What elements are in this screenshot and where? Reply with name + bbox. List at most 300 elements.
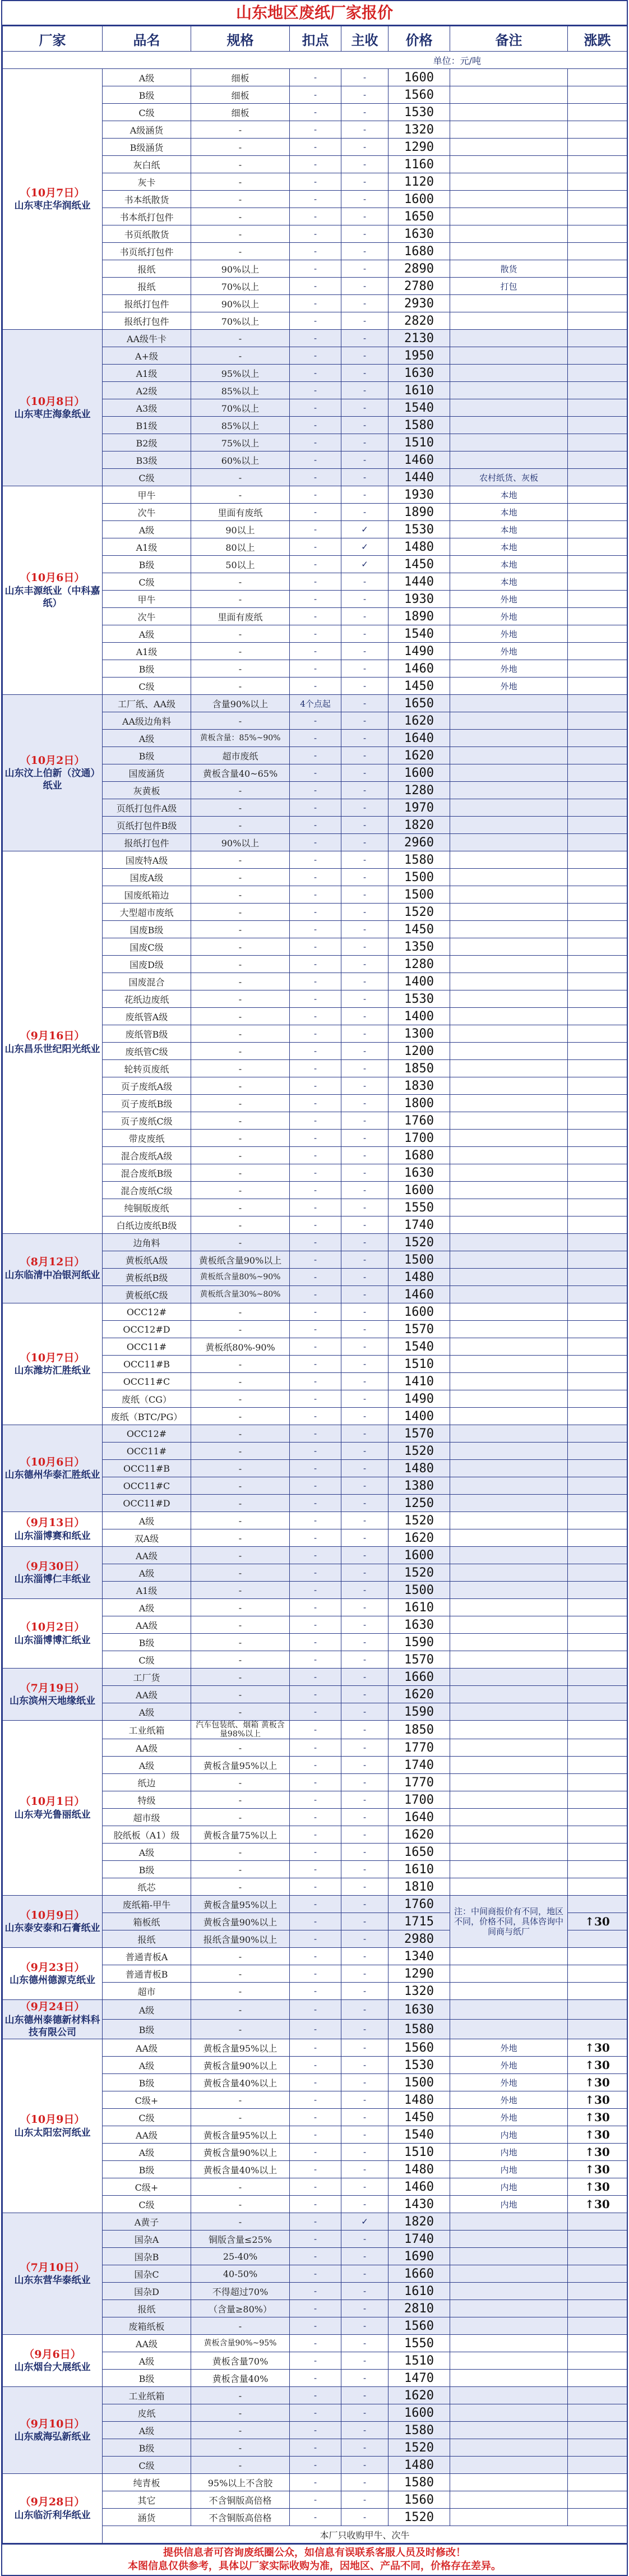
note-cell bbox=[450, 1373, 568, 1390]
spec-cell: 90以上 bbox=[191, 521, 290, 538]
note-cell: 外地 bbox=[450, 608, 568, 625]
deduct-cell: - bbox=[290, 243, 341, 260]
spec-cell: 里面有废纸 bbox=[191, 504, 290, 521]
factory-cell bbox=[3, 2039, 103, 2213]
deduct-cell: - bbox=[290, 625, 341, 643]
product-cell: A3级 bbox=[103, 399, 191, 417]
main-cell: - bbox=[341, 1477, 388, 1495]
note-cell bbox=[450, 1460, 568, 1477]
note-cell bbox=[450, 1408, 568, 1425]
price-cell: 1480 bbox=[388, 1460, 450, 1477]
product-cell: C级 bbox=[103, 2109, 191, 2126]
main-cell: - bbox=[341, 1529, 388, 1547]
price-cell: 1350 bbox=[388, 938, 450, 956]
product-cell: AA级 bbox=[103, 1686, 191, 1703]
main-cell: - bbox=[341, 417, 388, 434]
deduct-cell: - bbox=[290, 2231, 341, 2248]
price-cell: 1970 bbox=[388, 799, 450, 817]
note-cell bbox=[450, 938, 568, 956]
price-cell: 1450 bbox=[388, 2109, 450, 2126]
spec-cell: （含量≥80%） bbox=[191, 2300, 290, 2317]
spec-cell: - bbox=[191, 330, 290, 347]
price-cell: 1700 bbox=[388, 1130, 450, 1147]
main-cell: - bbox=[341, 382, 388, 399]
note-cell bbox=[450, 1791, 568, 1809]
factory-date: （9月10日） bbox=[20, 2417, 85, 2430]
deduct-cell: - bbox=[290, 399, 341, 417]
price-cell: 1650 bbox=[388, 695, 450, 712]
deduct-cell: - bbox=[290, 1983, 341, 2000]
product-cell: A级 bbox=[103, 2057, 191, 2074]
price-cell: 2810 bbox=[388, 2300, 450, 2317]
price-cell: 1620 bbox=[388, 1686, 450, 1703]
deduct-cell: - bbox=[290, 1721, 341, 1739]
product-cell: 国杂C bbox=[103, 2265, 191, 2283]
deduct-cell: - bbox=[290, 1686, 341, 1703]
table-row bbox=[3, 1425, 627, 1443]
product-cell: B1级 bbox=[103, 417, 191, 434]
deduct-cell: - bbox=[290, 921, 341, 938]
main-cell: - bbox=[341, 2000, 388, 2020]
spec-cell: - bbox=[191, 2422, 290, 2439]
change-cell bbox=[568, 469, 627, 486]
change-cell bbox=[568, 1373, 627, 1390]
spec-cell: - bbox=[191, 2387, 290, 2404]
deduct-cell: - bbox=[290, 1616, 341, 1634]
footer bbox=[2, 2543, 627, 2575]
note-cell bbox=[450, 382, 568, 399]
deduct-cell: - bbox=[290, 591, 341, 608]
product-cell: OCC11#C bbox=[103, 1477, 191, 1495]
deduct-cell: - bbox=[290, 1095, 341, 1112]
note-cell bbox=[450, 869, 568, 886]
note-cell bbox=[450, 1112, 568, 1130]
price-cell: 1810 bbox=[388, 1878, 450, 1896]
product-cell: 书本纸散货 bbox=[103, 191, 191, 208]
table-row bbox=[3, 695, 627, 712]
note-cell: 内地 bbox=[450, 2161, 568, 2178]
price-cell: 1520 bbox=[388, 2509, 450, 2526]
note-cell: 本地 bbox=[450, 556, 568, 573]
note-cell bbox=[450, 1182, 568, 1199]
price-cell: 1740 bbox=[388, 1216, 450, 1234]
product-cell: 国废B级 bbox=[103, 921, 191, 938]
deduct-cell: - bbox=[290, 678, 341, 695]
note-cell: 外地 bbox=[450, 2057, 568, 2074]
product-cell: 超市级 bbox=[103, 1809, 191, 1826]
product-cell: 废纸（CG） bbox=[103, 1390, 191, 1408]
change-cell bbox=[568, 712, 627, 730]
product-cell: 轮转页废纸 bbox=[103, 1060, 191, 1077]
note-cell bbox=[450, 799, 568, 817]
factory-name: 山东丰源纸业（中科嘉纸） bbox=[4, 585, 100, 609]
spec-cell: 黄板含量40%以上 bbox=[191, 2161, 290, 2178]
change-cell bbox=[568, 886, 627, 904]
header-row bbox=[3, 26, 627, 52]
spec-cell: 黄板纸80%-90% bbox=[191, 1338, 290, 1356]
deduct-cell: - bbox=[290, 1164, 341, 1182]
spec-cell: - bbox=[191, 2439, 290, 2457]
spec-cell: 细板 bbox=[191, 86, 290, 104]
product-cell: A级 bbox=[103, 2000, 191, 2020]
note-cell bbox=[450, 1025, 568, 1043]
main-cell: - bbox=[341, 1948, 388, 1965]
spec-cell: - bbox=[191, 573, 290, 591]
product-cell: B级 bbox=[103, 1861, 191, 1878]
deduct-cell: - bbox=[290, 1147, 341, 1164]
spec-cell: 75%以上 bbox=[191, 434, 290, 451]
change-cell bbox=[568, 2265, 627, 2283]
change-cell bbox=[568, 330, 627, 347]
price-cell: 1500 bbox=[388, 2074, 450, 2091]
deduct-cell: - bbox=[290, 1844, 341, 1861]
price-cell: 1450 bbox=[388, 921, 450, 938]
price-cell: 1600 bbox=[388, 1303, 450, 1321]
spec-cell: - bbox=[191, 1164, 290, 1182]
change-cell bbox=[568, 1164, 627, 1182]
price-cell: 1450 bbox=[388, 556, 450, 573]
spec-cell: - bbox=[191, 486, 290, 504]
spec-cell: - bbox=[191, 1861, 290, 1878]
note-cell bbox=[450, 2387, 568, 2404]
price-cell: 1590 bbox=[388, 1703, 450, 1721]
note-cell bbox=[450, 1809, 568, 1826]
price-cell: 1530 bbox=[388, 2057, 450, 2074]
main-cell: - bbox=[341, 921, 388, 938]
header-price: 价格 bbox=[388, 26, 450, 52]
change-cell bbox=[568, 1721, 627, 1739]
change-cell bbox=[568, 1338, 627, 1356]
spec-cell: - bbox=[191, 643, 290, 660]
note-cell bbox=[450, 747, 568, 764]
deduct-cell: - bbox=[290, 1703, 341, 1721]
spec-cell: - bbox=[191, 1147, 290, 1164]
main-cell: - bbox=[341, 1512, 388, 1529]
spec-cell: 80以上 bbox=[191, 538, 290, 556]
product-cell: B级涵货 bbox=[103, 139, 191, 156]
deduct-cell: - bbox=[290, 764, 341, 782]
main-cell: - bbox=[341, 1564, 388, 1582]
change-cell bbox=[568, 225, 627, 243]
table-row bbox=[3, 2335, 627, 2352]
spec-cell: 黄板含量95%以上 bbox=[191, 1757, 290, 1774]
note-cell bbox=[450, 956, 568, 973]
unit-row bbox=[3, 52, 627, 69]
note-cell bbox=[450, 1529, 568, 1547]
main-cell: - bbox=[341, 451, 388, 469]
deduct-cell: - bbox=[290, 938, 341, 956]
spec-cell: 70%以上 bbox=[191, 312, 290, 330]
price-cell: 1570 bbox=[388, 1425, 450, 1443]
main-cell: - bbox=[341, 1651, 388, 1669]
main-cell: - bbox=[341, 799, 388, 817]
note-cell bbox=[450, 1130, 568, 1147]
spec-cell: - bbox=[191, 1564, 290, 1582]
main-cell: - bbox=[341, 469, 388, 486]
main-cell: - bbox=[341, 764, 388, 782]
product-cell: OCC11# bbox=[103, 1443, 191, 1460]
factory-cell bbox=[3, 330, 103, 486]
note-cell: 内地 bbox=[450, 2144, 568, 2161]
product-cell: B级 bbox=[103, 2020, 191, 2039]
deduct-cell: - bbox=[290, 2074, 341, 2091]
price-cell: 1480 bbox=[388, 2091, 450, 2109]
change-cell bbox=[568, 1182, 627, 1199]
change-cell bbox=[568, 1147, 627, 1164]
price-cell: 1430 bbox=[388, 2196, 450, 2213]
spec-cell: - bbox=[191, 2213, 290, 2231]
price-cell: 1930 bbox=[388, 591, 450, 608]
product-cell: 页纸打包件A级 bbox=[103, 799, 191, 817]
factory-cell bbox=[3, 2474, 103, 2543]
product-cell: OCC11# bbox=[103, 1338, 191, 1356]
price-cell: 1890 bbox=[388, 504, 450, 521]
deduct-cell: - bbox=[290, 295, 341, 312]
product-cell: 国废涵货 bbox=[103, 764, 191, 782]
main-cell: - bbox=[341, 1008, 388, 1025]
product-cell: 黄板纸C级 bbox=[103, 1286, 191, 1303]
change-cell bbox=[568, 69, 627, 86]
price-cell: 1570 bbox=[388, 1321, 450, 1338]
spec-cell: - bbox=[191, 712, 290, 730]
product-cell: 黄板纸B级 bbox=[103, 1269, 191, 1286]
spec-cell: 不含铜版高倍格 bbox=[191, 2509, 290, 2526]
product-cell: 页子废纸C级 bbox=[103, 1112, 191, 1130]
spec-cell: 黄板含量90%以上 bbox=[191, 2057, 290, 2074]
note-cell: 外地 bbox=[450, 591, 568, 608]
product-cell: 花纸边废纸 bbox=[103, 990, 191, 1008]
price-cell: 1640 bbox=[388, 1809, 450, 1826]
table-row bbox=[3, 2039, 627, 2057]
main-cell: - bbox=[341, 1251, 388, 1269]
product-cell: 工厂货 bbox=[103, 1669, 191, 1686]
spec-cell: - bbox=[191, 1844, 290, 1861]
product-cell: C级 bbox=[103, 104, 191, 121]
product-cell: 灰卡 bbox=[103, 173, 191, 191]
main-cell: - bbox=[341, 173, 388, 191]
factory-cell bbox=[3, 1512, 103, 1547]
note-cell bbox=[450, 1425, 568, 1443]
deduct-cell: - bbox=[290, 1338, 341, 1356]
note-cell bbox=[450, 1477, 568, 1495]
deduct-cell: - bbox=[290, 1460, 341, 1477]
price-cell: 1600 bbox=[388, 1182, 450, 1199]
note-cell: 内地 bbox=[450, 2196, 568, 2213]
note-cell bbox=[450, 1948, 568, 1965]
note-cell bbox=[450, 1060, 568, 1077]
product-cell: 国杂A bbox=[103, 2231, 191, 2248]
spec-cell: - bbox=[191, 1216, 290, 1234]
deduct-cell: - bbox=[290, 1390, 341, 1408]
change-cell bbox=[568, 782, 627, 799]
note-cell bbox=[450, 2474, 568, 2491]
change-cell: ↑30 bbox=[568, 2126, 627, 2144]
price-cell: 1580 bbox=[388, 417, 450, 434]
deduct-cell: - bbox=[290, 260, 341, 278]
factory-cell bbox=[3, 2213, 103, 2335]
deduct-cell: - bbox=[290, 1286, 341, 1303]
deduct-cell: - bbox=[290, 886, 341, 904]
price-cell: 1520 bbox=[388, 1443, 450, 1460]
price-cell: 1560 bbox=[388, 2491, 450, 2509]
factory-name: 山东泰安泰和石膏纸业 bbox=[4, 1923, 100, 1934]
factory-date: （7月19日） bbox=[20, 1681, 85, 1694]
note-cell: 外地 bbox=[450, 643, 568, 660]
note-cell bbox=[450, 1582, 568, 1599]
deduct-cell: - bbox=[290, 2317, 341, 2335]
factory-name: 山东枣庄海象纸业 bbox=[14, 409, 91, 421]
price-cell: 1520 bbox=[388, 2439, 450, 2457]
change-cell bbox=[568, 1199, 627, 1216]
spec-cell: - bbox=[191, 1077, 290, 1095]
price-cell: 1200 bbox=[388, 1043, 450, 1060]
price-cell: 1830 bbox=[388, 1077, 450, 1095]
main-cell: - bbox=[341, 1669, 388, 1686]
product-cell: 工厂纸、AA级 bbox=[103, 695, 191, 712]
product-cell: OCC12# bbox=[103, 1303, 191, 1321]
price-cell: 1510 bbox=[388, 434, 450, 451]
deduct-cell: - bbox=[290, 156, 341, 173]
change-cell bbox=[568, 1425, 627, 1443]
note-cell bbox=[450, 817, 568, 834]
factory-name: 山东昌乐世纪阳光纸业 bbox=[4, 1043, 100, 1055]
spec-cell: - bbox=[191, 1774, 290, 1791]
change-cell bbox=[568, 1564, 627, 1582]
product-cell: 国废混合 bbox=[103, 973, 191, 990]
main-cell: - bbox=[341, 2126, 388, 2144]
spec-cell: 85%以上 bbox=[191, 382, 290, 399]
price-cell: 1540 bbox=[388, 2126, 450, 2144]
main-cell: - bbox=[341, 1130, 388, 1147]
factory-cell bbox=[3, 1599, 103, 1669]
product-cell: 书页纸打包件 bbox=[103, 243, 191, 260]
note-cell bbox=[450, 1390, 568, 1408]
factory-date: （10月6日） bbox=[20, 1455, 85, 1468]
change-cell bbox=[568, 2283, 627, 2300]
spec-cell: - bbox=[191, 591, 290, 608]
spec-cell: - bbox=[191, 2000, 290, 2020]
deduct-cell: - bbox=[290, 1251, 341, 1269]
change-cell bbox=[568, 2352, 627, 2370]
price-cell: 1680 bbox=[388, 243, 450, 260]
change-cell bbox=[568, 1408, 627, 1425]
spec-cell: - bbox=[191, 1983, 290, 2000]
price-cell: 1460 bbox=[388, 1286, 450, 1303]
product-cell: 混合废纸C级 bbox=[103, 1182, 191, 1199]
price-cell: 1570 bbox=[388, 1651, 450, 1669]
note-cell bbox=[450, 417, 568, 434]
product-cell: 报纸 bbox=[103, 260, 191, 278]
spec-cell: - bbox=[191, 139, 290, 156]
product-cell: 甲牛 bbox=[103, 486, 191, 504]
change-cell bbox=[568, 678, 627, 695]
change-cell bbox=[568, 834, 627, 851]
change-cell bbox=[568, 2020, 627, 2039]
spec-cell: - bbox=[191, 1460, 290, 1477]
factory-date: （9月6日） bbox=[24, 2348, 81, 2361]
main-cell: - bbox=[341, 86, 388, 104]
product-cell: 皮纸 bbox=[103, 2404, 191, 2422]
spec-cell: - bbox=[191, 938, 290, 956]
change-cell bbox=[568, 1060, 627, 1077]
deduct-cell: - bbox=[290, 904, 341, 921]
deduct-cell: - bbox=[290, 1861, 341, 1878]
deduct-cell: - bbox=[290, 1529, 341, 1547]
deduct-cell: - bbox=[290, 382, 341, 399]
price-cell: 1540 bbox=[388, 625, 450, 643]
main-cell: - bbox=[341, 1826, 388, 1844]
change-cell bbox=[568, 1008, 627, 1025]
factory-name: 山东德州泰德新材料科技有限公司 bbox=[4, 2014, 100, 2038]
price-cell: 1650 bbox=[388, 1844, 450, 1861]
factory-name: 山东德州华泰汇胜纸业 bbox=[4, 1469, 100, 1481]
price-cell: 1540 bbox=[388, 399, 450, 417]
factory-date: （9月24日） bbox=[20, 2001, 85, 2013]
deduct-cell: - bbox=[290, 208, 341, 225]
product-cell: 其它 bbox=[103, 2491, 191, 2509]
price-cell: 1120 bbox=[388, 173, 450, 191]
deduct-cell: - bbox=[290, 2422, 341, 2439]
factory-date: （10月1日） bbox=[20, 1795, 85, 1808]
deduct-cell: - bbox=[290, 1896, 341, 1913]
price-cell: 1820 bbox=[388, 2213, 450, 2231]
main-cell: - bbox=[341, 1147, 388, 1164]
main-cell: - bbox=[341, 782, 388, 799]
price-cell: 1590 bbox=[388, 1634, 450, 1651]
note-cell: 外地 bbox=[450, 678, 568, 695]
deduct-cell: - bbox=[290, 173, 341, 191]
note-cell bbox=[450, 399, 568, 417]
factory-cell bbox=[3, 1303, 103, 1425]
change-cell bbox=[568, 1547, 627, 1564]
deduct-cell: - bbox=[290, 2020, 341, 2039]
change-cell bbox=[568, 486, 627, 504]
factory-name: 山东潍坊汇胜纸业 bbox=[14, 1365, 91, 1377]
deduct-cell: - bbox=[290, 1512, 341, 1529]
deduct-cell: - bbox=[290, 956, 341, 973]
main-cell: - bbox=[341, 2404, 388, 2422]
product-cell: 报纸打包件 bbox=[103, 834, 191, 851]
change-cell bbox=[568, 1582, 627, 1599]
main-cell: - bbox=[341, 1757, 388, 1774]
price-cell: 1930 bbox=[388, 486, 450, 504]
spec-cell: - bbox=[191, 1616, 290, 1634]
note-cell bbox=[450, 2248, 568, 2265]
main-cell: - bbox=[341, 1269, 388, 1286]
price-cell: 1290 bbox=[388, 139, 450, 156]
main-cell: - bbox=[341, 1095, 388, 1112]
note-cell bbox=[450, 730, 568, 747]
change-cell bbox=[568, 1703, 627, 1721]
factory-cell bbox=[3, 1669, 103, 1721]
deduct-cell: - bbox=[290, 2352, 341, 2370]
table-row bbox=[3, 851, 627, 869]
price-cell: 1740 bbox=[388, 2231, 450, 2248]
change-cell bbox=[568, 2387, 627, 2404]
note-cell bbox=[450, 712, 568, 730]
note-cell: 本地 bbox=[450, 521, 568, 538]
product-cell: AA级 bbox=[103, 1547, 191, 1564]
spec-cell: 黄板含量90%~95% bbox=[191, 2335, 290, 2352]
deduct-cell: - bbox=[290, 1791, 341, 1809]
spec-cell: - bbox=[191, 1390, 290, 1408]
main-cell: - bbox=[341, 2457, 388, 2474]
factory-cell bbox=[3, 2335, 103, 2387]
factory-cell bbox=[3, 486, 103, 695]
product-cell: AA级牛卡 bbox=[103, 330, 191, 347]
deduct-cell: - bbox=[290, 1651, 341, 1669]
spec-cell: 黄板含量90%以上 bbox=[191, 2144, 290, 2161]
